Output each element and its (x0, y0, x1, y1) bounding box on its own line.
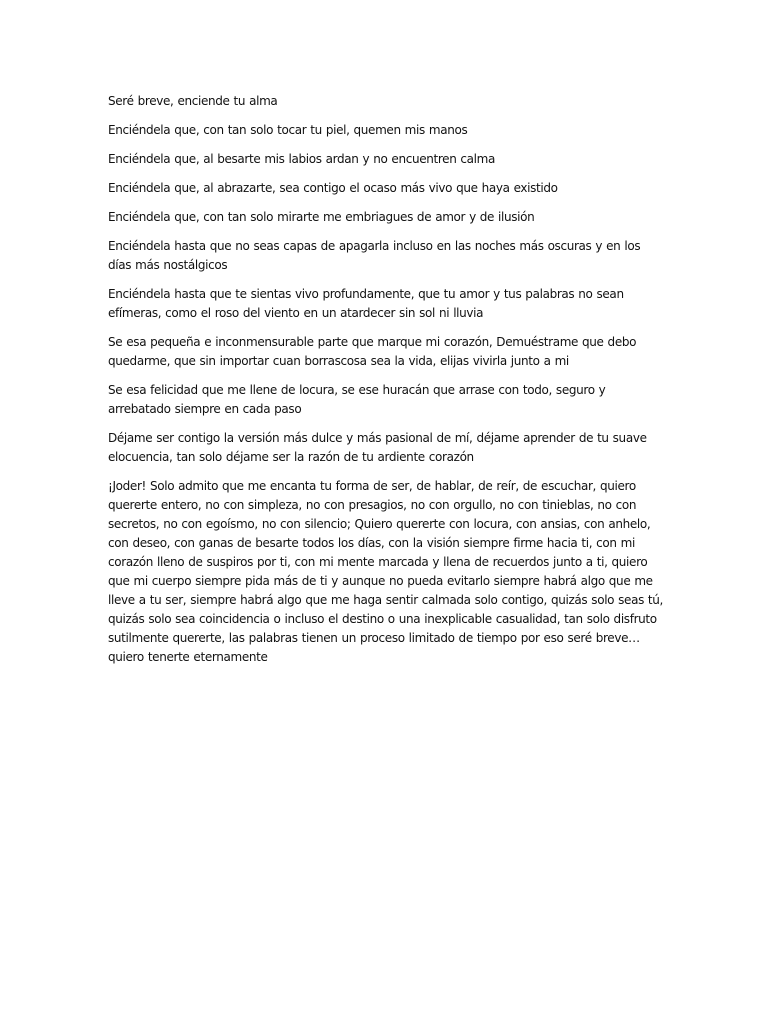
paragraph-title: Seré breve, enciende tu alma (108, 94, 278, 108)
paragraph: Enciéndela que, con tan solo tocar tu piel, quemen mis manos (108, 123, 468, 137)
paragraph: ¡Joder! Solo admito que me encanta tu forma de ser, de hablar, de reír, de escuchar, quiero quererte entero, no con simpleza, no con presagios, no con orgullo, no con tinieblas, no con secretos, no con egoísmo, no con silencio; Quiero quererte con locura, con ansias, con anhelo, con deseo, con ganas de besarte todos los días, con la visión siempre firme hacia ti, con mi corazón lleno de suspiros por ti, con mi mente marcada y llena de recuerdos junto a ti, quiero que mi cuerpo siempre pida más de ti y aunque no pueda evitarlo siempre habrá algo que me lleve a tu ser, siempre habrá algo que me haga sentir calmada solo contigo, quizás solo seas tú, quizás solo sea coincidencia o incluso el destino o una inexplicable casualidad, tan solo disfruto sutilmente quererte, las palabras tienen un proceso limitado de tiempo por eso seré breve… quiero tenerte eternamente (108, 479, 664, 664)
paragraph: Déjame ser contigo la versión más dulce y más pasional de mí, déjame aprender de tu suave elocuencia, tan solo déjame ser la razón de tu ardiente corazón (108, 431, 647, 464)
paragraph: Enciéndela que, al besarte mis labios ardan y no encuentren calma (108, 152, 496, 166)
paragraph: Enciéndela que, al abrazarte, sea contigo el ocaso más vivo que haya existido (108, 181, 558, 195)
paragraph: Enciéndela hasta que no seas capas de apagarla incluso en las noches más oscuras y en los días más nostálgicos (108, 239, 641, 272)
paragraph: Se esa pequeña e inconmensurable parte que marque mi corazón, Demuéstrame que debo quedarme, que sin importar cuan borrascosa sea la vida, elijas vivirla junto a mi (108, 335, 637, 368)
paragraph: Enciéndela hasta que te sientas vivo profundamente, que tu amor y tus palabras no sean efímeras, como el roso del viento en un atardecer sin sol ni lluvia (108, 287, 624, 320)
paragraph: Enciéndela que, con tan solo mirarte me embriagues de amor y de ilusión (108, 210, 535, 224)
document-page (108, 92, 664, 677)
paragraph: Se esa felicidad que me llene de locura, se ese huracán que arrase con todo, seguro y arrebatado siempre en cada paso (108, 383, 606, 416)
